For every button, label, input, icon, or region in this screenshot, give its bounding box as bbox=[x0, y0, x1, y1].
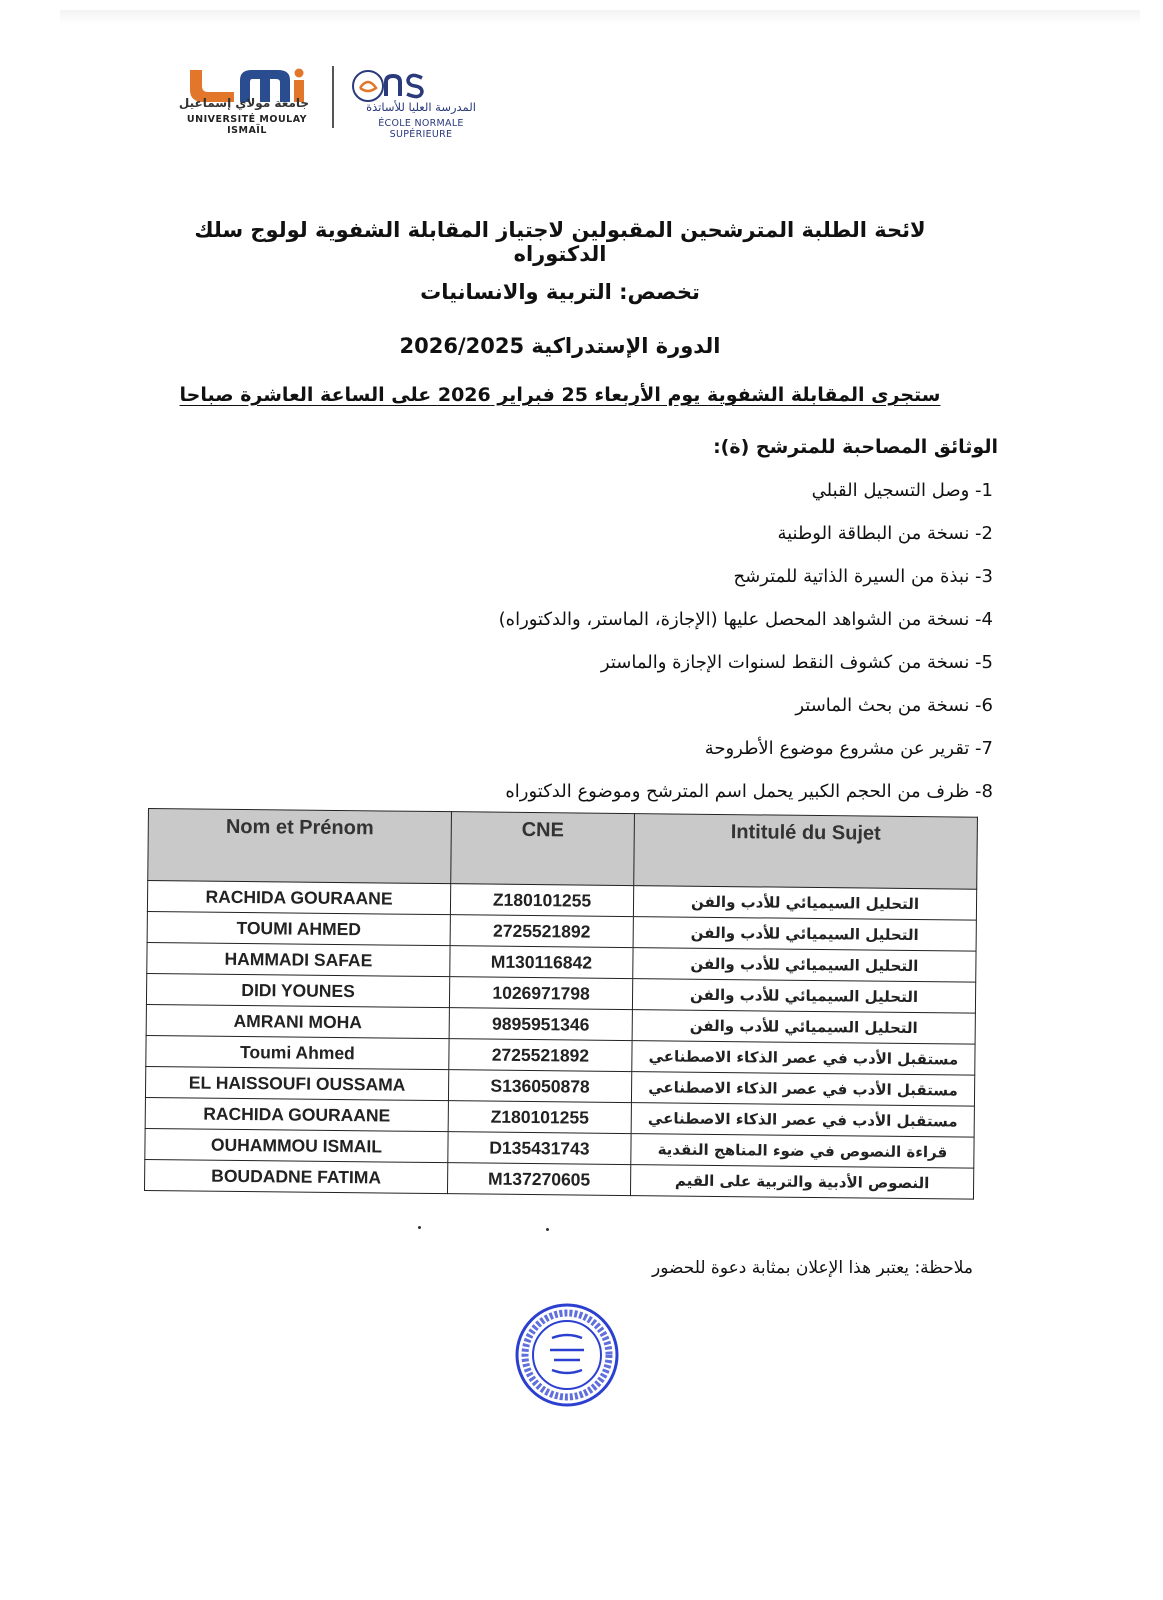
header-logos bbox=[170, 62, 510, 140]
umi-arabic-name: جامعة مولاي إسماعيل bbox=[178, 96, 310, 110]
ens-arabic-name: المدرسة العليا للأساتذة bbox=[366, 100, 476, 114]
header-subject: Intitulé du Sujet bbox=[634, 814, 978, 890]
documents-heading: الوثائق المصاحبة للمترشح (ة): bbox=[713, 436, 998, 458]
logo-divider bbox=[332, 66, 334, 128]
cell-subject: مستقبل الأدب في عصر الذكاء الاصطناعي bbox=[631, 1103, 974, 1138]
documents-list bbox=[273, 476, 993, 820]
scan-speck bbox=[418, 1226, 421, 1229]
cell-subject: النصوص الأدبية والتربية على القيم bbox=[630, 1165, 973, 1200]
cell-subject: مستقبل الأدب في عصر الذكاء الاصطناعي bbox=[631, 1072, 974, 1107]
cell-subject: التحليل السيميائي للأدب والفن bbox=[632, 1010, 975, 1045]
cell-name: DIDI YOUNES bbox=[146, 973, 449, 1007]
umi-french-name: UNIVERSITÉ MOULAY ISMAÏL bbox=[186, 114, 308, 136]
cell-subject: قراءة النصوص في ضوء المناهج النقدية bbox=[631, 1134, 974, 1169]
attendance-note: ملاحظة: يعتبر هذا الإعلان بمثابة دعوة للحضور bbox=[652, 1258, 973, 1278]
ens-french-name: ÉCOLE NORMALE SUPÉRIEURE bbox=[378, 118, 464, 140]
cell-subject: التحليل السيميائي للأدب والفن bbox=[632, 979, 975, 1014]
cell-cne: 1026971798 bbox=[449, 977, 632, 1010]
list-item: 6- نسخة من بحث الماستر bbox=[795, 695, 993, 716]
cell-subject: التحليل السيميائي للأدب والفن bbox=[633, 917, 976, 952]
schedule-line: ستجرى المقابلة الشفوية يوم الأربعاء 25 فبراير 2026 على الساعة العاشرة صباحا bbox=[179, 384, 941, 406]
list-item: 5- نسخة من كشوف النقط لسنوات الإجازة والماستر bbox=[600, 652, 993, 673]
cell-name: Toumi Ahmed bbox=[146, 1035, 449, 1069]
scan-edge bbox=[60, 10, 1140, 24]
cell-cne: 9895951346 bbox=[449, 1008, 632, 1041]
list-item: 1- وصل التسجيل القبلي bbox=[811, 480, 993, 501]
cell-cne: Z180101255 bbox=[450, 884, 633, 917]
table-header-row bbox=[148, 809, 978, 890]
cell-name: OUHAMMOU ISMAIL bbox=[145, 1128, 448, 1162]
list-item: 7- تقرير عن مشروع موضوع الأطروحة bbox=[704, 738, 993, 759]
official-stamp bbox=[512, 1300, 622, 1410]
cell-name: HAMMADI SAFAE bbox=[147, 942, 450, 976]
scan-speck bbox=[546, 1228, 549, 1231]
cell-name: TOUMI AHMED bbox=[147, 911, 450, 945]
cell-cne: S136050878 bbox=[448, 1070, 631, 1103]
specialty-title: تخصص: التربية والانسانيات bbox=[420, 280, 700, 304]
cell-name: RACHIDA GOURAANE bbox=[145, 1097, 448, 1131]
cell-name: BOUDADNE FATIMA bbox=[144, 1159, 447, 1193]
session-title: الدورة الإستدراكية 2026/2025 bbox=[399, 334, 721, 358]
list-item: 3- نبذة من السيرة الذاتية للمترشح bbox=[733, 566, 993, 587]
cell-cne: 2725521892 bbox=[449, 1039, 632, 1072]
header-cne: CNE bbox=[451, 812, 635, 886]
list-item: 4- نسخة من الشواهد المحصل عليها (الإجازة، الماستر، والدكتوراه) bbox=[498, 609, 993, 630]
cell-cne: M137270605 bbox=[447, 1163, 630, 1196]
list-item: 8- ظرف من الحجم الكبير يحمل اسم المترشح وموضوع الدكتوراه bbox=[505, 781, 993, 802]
cell-cne: D135431743 bbox=[448, 1132, 631, 1165]
cell-subject: التحليل السيميائي للأدب والفن bbox=[633, 948, 976, 983]
candidates-table bbox=[144, 808, 978, 1200]
cell-cne: Z180101255 bbox=[448, 1101, 631, 1134]
header-name: Nom et Prénom bbox=[148, 809, 452, 884]
cell-name: AMRANI MOHA bbox=[146, 1004, 449, 1038]
cell-cne: 2725521892 bbox=[450, 915, 633, 948]
cell-name: RACHIDA GOURAANE bbox=[147, 881, 450, 915]
list-item: 2- نسخة من البطاقة الوطنية bbox=[777, 523, 993, 544]
cell-cne: M130116842 bbox=[450, 946, 633, 979]
cell-subject: التحليل السيميائي للأدب والفن bbox=[633, 886, 976, 921]
cell-subject: مستقبل الأدب في عصر الذكاء الاصطناعي bbox=[632, 1041, 975, 1076]
cell-name: EL HAISSOUFI OUSSAMA bbox=[145, 1066, 448, 1100]
page-title: لائحة الطلبة المترشحين المقبولين لاجتياز المقابلة الشفوية لولوج سلك الدكتوراه bbox=[194, 218, 926, 266]
